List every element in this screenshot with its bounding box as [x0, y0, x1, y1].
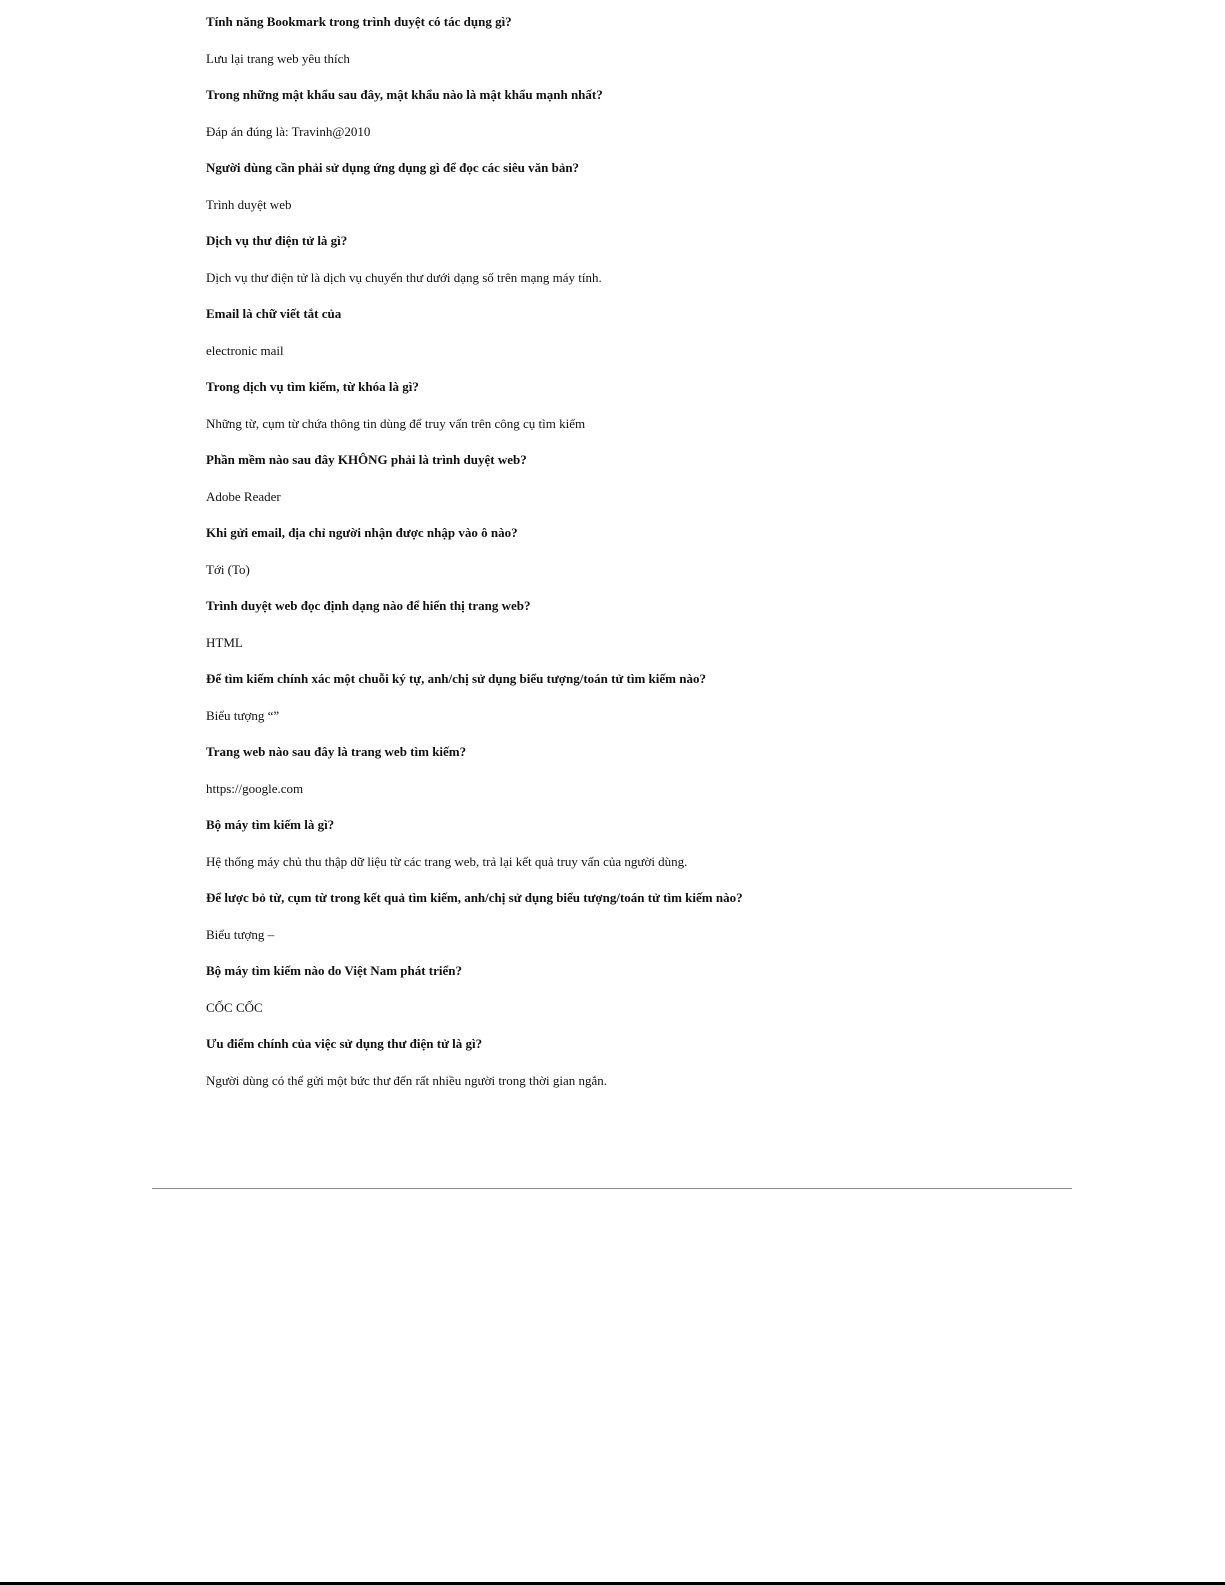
- answer-text: HTML: [206, 634, 243, 650]
- qa-item: [206, 378, 1106, 433]
- qa-item: [206, 451, 1106, 506]
- horizontal-divider: [152, 1188, 1072, 1189]
- question-text: Phần mềm nào sau đây KHÔNG phải là trình duyệt web?: [206, 452, 527, 467]
- qa-item: [206, 1035, 1106, 1090]
- question-text: Dịch vụ thư điện tử là gì?: [206, 233, 348, 248]
- question-text: Để lược bỏ từ, cụm từ trong kết quả tìm kiếm, anh/chị sử dụng biểu tượng/toán tử tìm kiếm nào?: [206, 890, 743, 905]
- answer-text: Lưu lại trang web yêu thích: [206, 50, 350, 66]
- question-text: Trình duyệt web đọc định dạng nào để hiển thị trang web?: [206, 598, 531, 613]
- qa-item: [206, 524, 1106, 579]
- qa-item: [206, 597, 1106, 652]
- qa-item: [206, 232, 1106, 287]
- qa-item: [206, 13, 1106, 68]
- qa-item: [206, 159, 1106, 214]
- answer-text: Biểu tượng “”: [206, 707, 280, 723]
- qa-item: [206, 816, 1106, 871]
- qa-item: [206, 743, 1106, 798]
- answer-text: Trình duyệt web: [206, 196, 292, 212]
- question-text: Để tìm kiếm chính xác một chuỗi ký tự, anh/chị sử dụng biểu tượng/toán tử tìm kiếm nào?: [206, 671, 706, 686]
- question-text: Người dùng cần phải sử dụng ứng dụng gì để đọc các siêu văn bản?: [206, 160, 580, 175]
- qa-item: [206, 889, 1106, 944]
- answer-text: CỐC CỐC: [206, 999, 263, 1015]
- question-text: Tính năng Bookmark trong trình duyệt có tác dụng gì?: [206, 14, 512, 29]
- answer-text: Những từ, cụm từ chứa thông tin dùng để truy vấn trên công cụ tìm kiếm: [206, 415, 586, 431]
- qa-item: [206, 962, 1106, 1017]
- answer-text: Hệ thống máy chủ thu thập dữ liệu từ các trang web, trả lại kết quả truy vấn của người dùng.: [206, 853, 688, 869]
- question-text: Email là chữ viết tắt của: [206, 306, 342, 321]
- question-text: Bộ máy tìm kiếm nào do Việt Nam phát triển?: [206, 963, 463, 978]
- answer-text: Adobe Reader: [206, 488, 281, 504]
- answer-text: Dịch vụ thư điện tử là dịch vụ chuyển thư dưới dạng số trên mạng máy tính.: [206, 269, 602, 285]
- question-text: Ưu điểm chính của việc sử dụng thư điện tử là gì?: [206, 1036, 483, 1051]
- question-text: Trang web nào sau đây là trang web tìm kiếm?: [206, 744, 467, 759]
- answer-text: Biểu tượng –: [206, 926, 275, 942]
- question-text: Bộ máy tìm kiếm là gì?: [206, 817, 335, 832]
- answer-text: Tới (To): [206, 561, 250, 577]
- answer-text: Đáp án đúng là: Travinh@2010: [206, 123, 371, 139]
- qa-item: [206, 670, 1106, 725]
- document-body: [206, 13, 1106, 1108]
- qa-item: [206, 305, 1106, 360]
- question-text: Trong dịch vụ tìm kiếm, từ khóa là gì?: [206, 379, 419, 394]
- question-text: Khi gửi email, địa chỉ người nhận được nhập vào ô nào?: [206, 525, 518, 540]
- qa-item: [206, 86, 1106, 141]
- answer-text: electronic mail: [206, 342, 284, 358]
- answer-text: https://google.com: [206, 780, 304, 796]
- question-text: Trong những mật khẩu sau đây, mật khẩu nào là mật khẩu mạnh nhất?: [206, 87, 603, 102]
- answer-text: Người dùng có thể gửi một bức thư đến rất nhiều người trong thời gian ngắn.: [206, 1072, 608, 1088]
